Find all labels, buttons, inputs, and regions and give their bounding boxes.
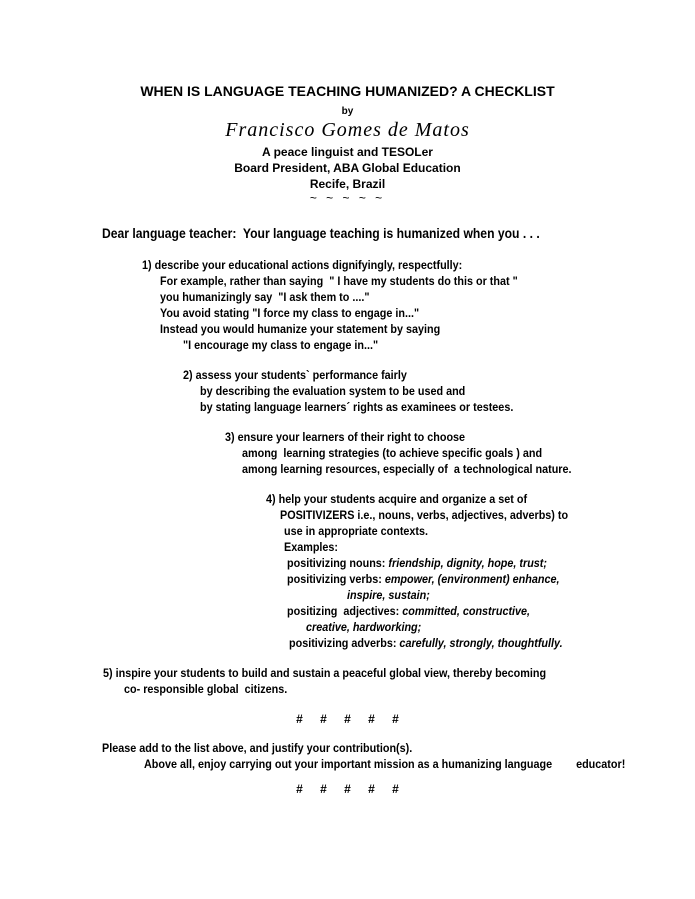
adjectives-label: positizing adjectives:: [287, 604, 403, 618]
intro-line: Dear language teacher: Your language teaching is humanized when you . . .: [102, 226, 540, 241]
item3-line: among learning resources, especially of a technological nature.: [242, 462, 572, 476]
item4-line: POSITIVIZERS i.e., nouns, verbs, adjectives, adverbs) to: [280, 508, 569, 522]
nouns-label: positivizing nouns:: [287, 556, 389, 570]
adjectives-list: committed, constructive,: [402, 604, 531, 618]
closing-request: Please add to the list above, and justify your contribution(s).: [102, 741, 413, 755]
author-location: Recife, Brazil: [309, 177, 386, 191]
item1-line: You avoid stating "I force my class to engage in...": [160, 306, 420, 320]
item4-line: use in appropriate contexts.: [284, 524, 429, 538]
item1-line: you humanizingly say "I ask them to ....": [160, 290, 370, 304]
item1-line: "I encourage my class to engage in...": [183, 338, 379, 352]
item5-heading: 5) inspire your students to build and sustain a peaceful global view, thereby becoming: [103, 666, 547, 680]
item4-heading: 4) help your students acquire and organize a set of: [266, 492, 528, 506]
item3-line: among learning strategies (to achieve specific goals ) and: [242, 446, 543, 460]
adjectives-list-continued: creative, hardworking;: [306, 620, 422, 634]
closing-encouragement: Above all, enjoy carrying out your important mission as a humanizing language educator!: [144, 757, 626, 771]
adjectives-example: [287, 604, 530, 619]
verbs-example: [287, 572, 559, 587]
tilde-divider: ~ ~ ~ ~ ~: [309, 191, 386, 205]
verbs-label: positivizing verbs:: [287, 572, 385, 586]
author-name: Francisco Gomes de Matos: [225, 119, 470, 141]
examples-label: Examples:: [284, 540, 339, 554]
item5-line: co- responsible global citizens.: [124, 682, 288, 696]
nouns-list: friendship, dignity, hope, trust;: [388, 556, 548, 570]
item2-line: by describing the evaluation system to be used and: [200, 384, 466, 398]
nouns-example: [287, 556, 547, 571]
item1-heading: 1) describe your educational actions dignifyingly, respectfully:: [142, 258, 463, 272]
verbs-list: empower, (environment) enhance,: [384, 572, 560, 586]
hash-separator: # # # # #: [296, 712, 399, 726]
hash-separator-bottom: # # # # #: [296, 782, 399, 796]
by-line: by: [341, 106, 354, 117]
author-affiliation-2: Board President, ABA Global Education: [234, 161, 461, 175]
adverbs-example: [289, 636, 563, 651]
document-title: WHEN IS LANGUAGE TEACHING HUMANIZED? A CHECKLIST: [140, 83, 555, 99]
item3-heading: 3) ensure your learners of their right to choose: [225, 430, 466, 444]
adverbs-label: positivizing adverbs:: [289, 636, 400, 650]
verbs-list-continued: inspire, sustain;: [347, 588, 430, 602]
item2-heading: 2) assess your students` performance fairly: [183, 368, 407, 382]
item2-line: by stating language learners´ rights as examinees or testees.: [200, 400, 514, 414]
author-affiliation-1: A peace linguist and TESOLer: [262, 145, 433, 159]
item1-line: Instead you would humanize your statement by saying: [160, 322, 441, 336]
item1-line: For example, rather than saying " I have my students do this or that ": [160, 274, 518, 288]
adverbs-list: carefully, strongly, thoughtfully.: [399, 636, 563, 650]
